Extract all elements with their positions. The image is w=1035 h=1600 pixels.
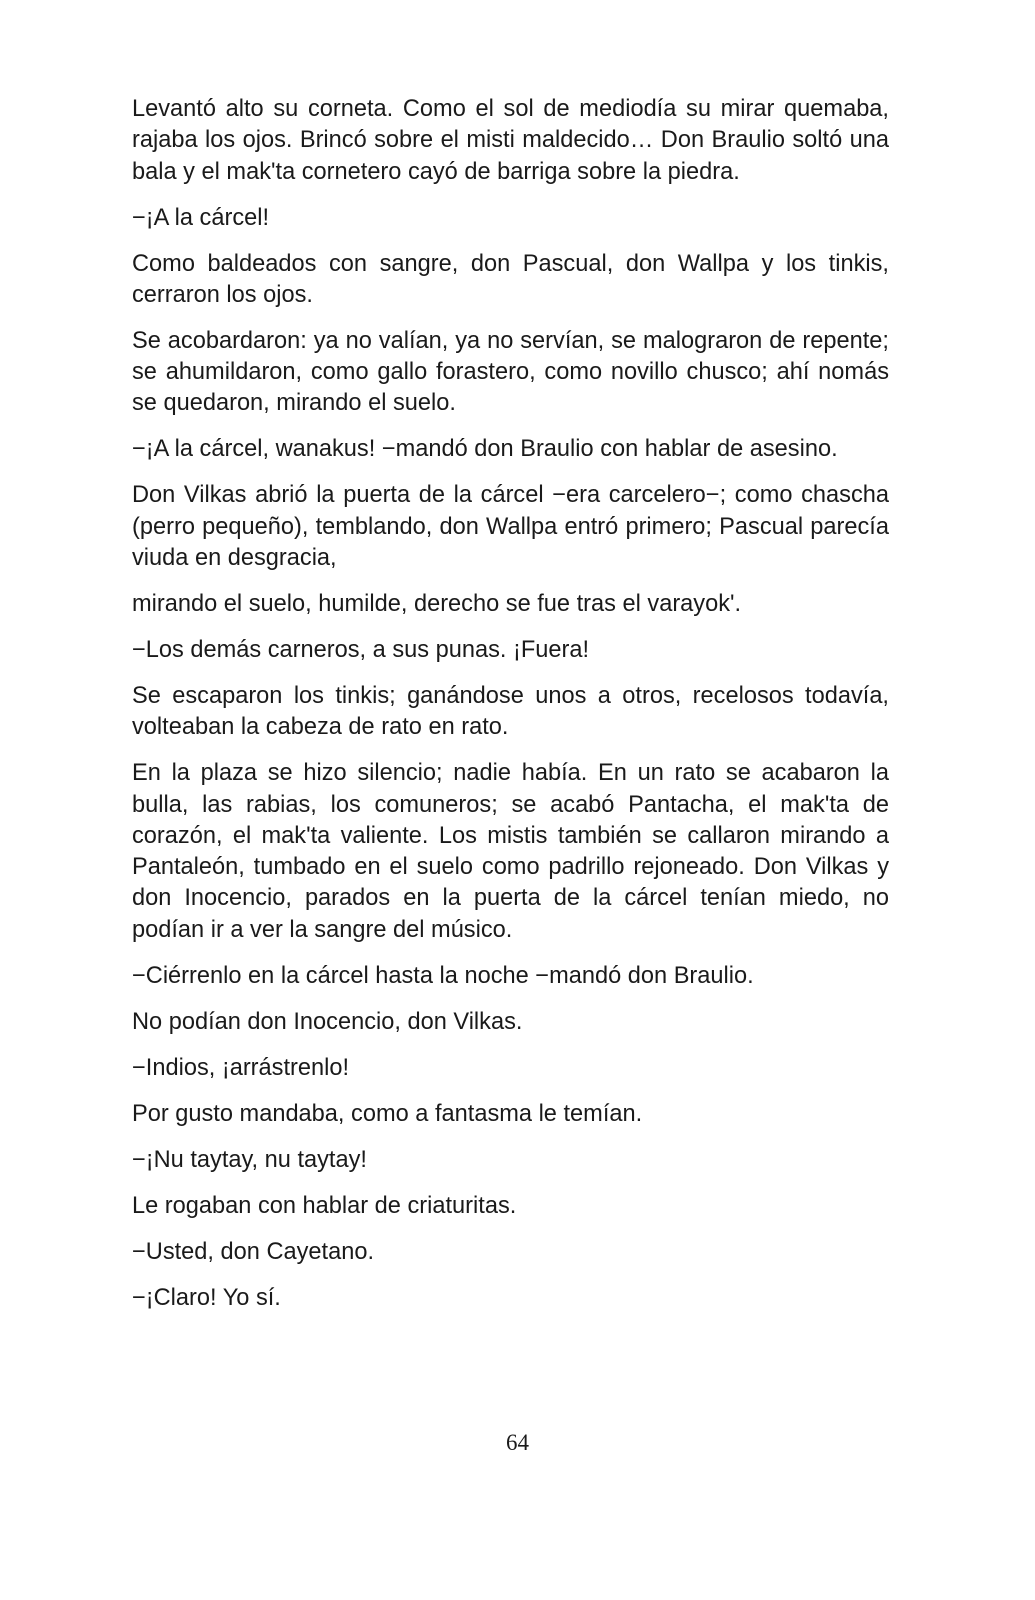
- paragraph: −Los demás carneros, a sus punas. ¡Fuera!: [132, 636, 590, 663]
- paragraph: Levantó alto su corneta. Como el sol de mediodía su mirar quemaba, rajaba los ojos. Brincó sobre el misti maldecido… Don Braulio soltó una bala y el mak'ta cornetero cayó de barriga sobre la piedra.: [132, 96, 889, 185]
- paragraph: −¡Claro! Yo sí.: [132, 1284, 281, 1311]
- page-number: 64: [506, 1430, 529, 1455]
- paragraph: No podían don Inocencio, don Vilkas.: [132, 1008, 523, 1035]
- paragraph: −Indios, ¡arrástrenlo!: [132, 1054, 350, 1081]
- paragraph: −Usted, don Cayetano.: [132, 1238, 374, 1265]
- paragraph: −¡A la cárcel!: [132, 204, 270, 231]
- paragraph: Le rogaban con hablar de criaturitas.: [132, 1192, 517, 1219]
- paragraph: Don Vilkas abrió la puerta de la cárcel −era carcelero−; como chascha (perro pequeño), temblando, don Wallpa entró primero; Pascual parecía viuda en desgracia,: [132, 482, 889, 571]
- paragraph: Se escaparon los tinkis; ganándose unos a otros, recelosos todavía, volteaban la cabeza de rato en rato.: [132, 682, 889, 741]
- paragraph: −Ciérrenlo en la cárcel hasta la noche −mandó don Braulio.: [132, 962, 754, 989]
- paragraph: En la plaza se hizo silencio; nadie había. En un rato se acabaron la bulla, las rabias, los comuneros; se acabó Pantacha, el mak'ta de corazón, el mak'ta valiente. Los mistis también se callaron mirando a Pantaleón, tumbado en el suelo como padrillo rejoneado. Don Vilkas y don Inocencio, parados en la puerta de la cárcel tenían miedo, no podían ir a ver la sangre del músico.: [132, 760, 889, 943]
- body-text: [132, 94, 889, 1329]
- paragraph: mirando el suelo, humilde, derecho se fue tras el varayok'.: [132, 590, 742, 617]
- paragraph: Como baldeados con sangre, don Pascual, don Wallpa y los tinkis, cerraron los ojos.: [132, 250, 889, 308]
- paragraph: Se acobardaron: ya no valían, ya no servían, se malograron de repente; se ahumildaron, como gallo forastero, como novillo chusco; ahí nomás se quedaron, mirando el suelo.: [132, 327, 889, 417]
- paragraph: −¡Nu taytay, nu taytay!: [132, 1146, 367, 1173]
- paragraph: −¡A la cárcel, wanakus! −mandó don Braulio con hablar de asesino.: [132, 436, 838, 463]
- paragraph: Por gusto mandaba, como a fantasma le temían.: [132, 1100, 643, 1127]
